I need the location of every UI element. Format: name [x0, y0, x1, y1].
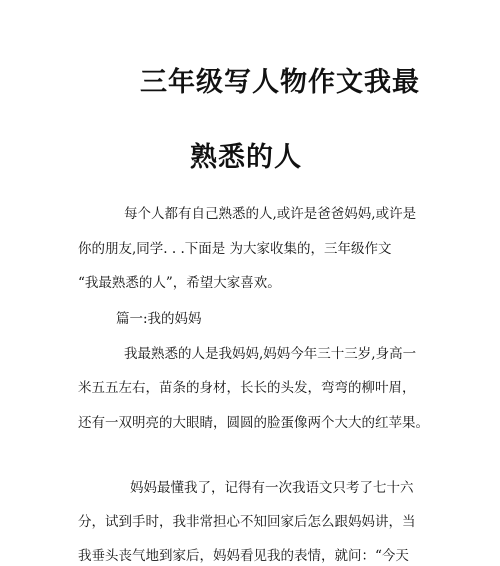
paragraph2-line-3: 我垂头丧气地到家后，妈妈看见我的表情，就问：“今天: [78, 548, 409, 564]
section-heading: 篇一:我的妈妈: [116, 311, 202, 327]
paragraph2-line-2: 分，试到手时，我非常担心不知回家后怎么跟妈妈讲，当: [78, 514, 416, 530]
intro-line-2: 你的朋友,同学. . .下面是 为大家收集的，三年级作文: [78, 241, 392, 257]
intro-line-3: “我最熟悉的人”，希望大家喜欢。: [78, 275, 281, 291]
intro-line-1: 每个人都有自己熟悉的人,或许是爸爸妈妈,或许是: [124, 206, 417, 222]
title-line-2: 熟悉的人: [190, 142, 302, 173]
paragraph1-line-3: 还有一双明亮的大眼睛，圆圆的脸蛋像两个大大的红苹果。: [78, 415, 429, 431]
paragraph1-line-1: 我最熟悉的人是我妈妈,妈妈今年三十三岁,身高一: [124, 346, 417, 362]
title-line-1: 三年级写人物作文我最: [140, 67, 420, 98]
paragraph1-line-2: 米五五左右，苗条的身材，长长的头发，弯弯的柳叶眉，: [78, 380, 416, 396]
paragraph2-line-1: 妈妈最懂我了，记得有一次我语文只考了七十六: [130, 480, 414, 496]
